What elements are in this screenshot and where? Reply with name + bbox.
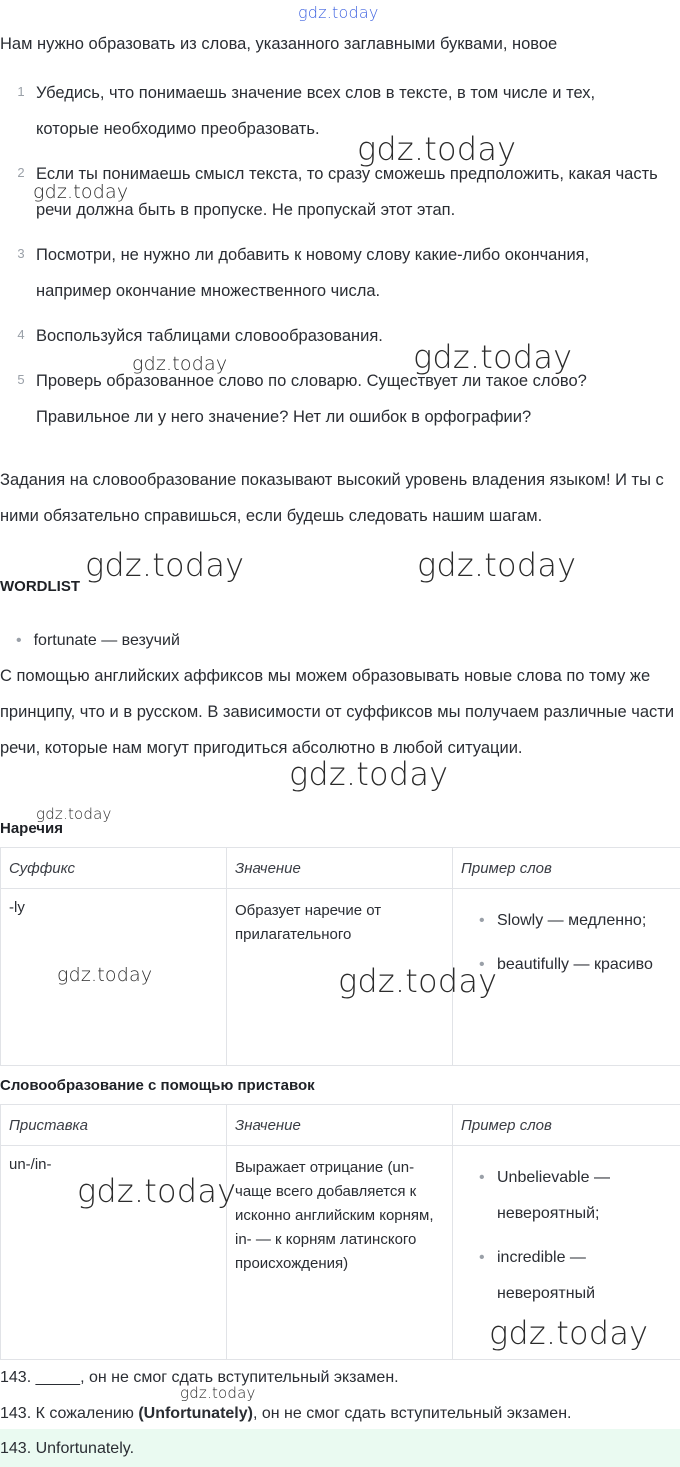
affix-text: С помощью английских аффиксов мы можем образовывать новые слова по тому же принципу, что и в русском. В зависимости от суффиксов мы получаем различные части речи, которые нам могут пригодиться абсолютно в любой ситуации. xyxy=(0,667,675,757)
column-header: Приставка xyxy=(1,1105,227,1146)
watermark: gdz.today xyxy=(180,1384,256,1402)
solution-text: , он не смог сдать вступительный экзамен. xyxy=(252,1405,572,1422)
example-item: • incredible — невероятный xyxy=(497,1240,672,1312)
watermark: gdz.today xyxy=(36,805,112,823)
step-number: 1 xyxy=(17,84,25,99)
step-number: 3 xyxy=(17,246,25,261)
watermark: gdz.today xyxy=(57,964,153,986)
watermark: gdz.today xyxy=(77,1172,237,1210)
column-header: Значение xyxy=(227,848,453,889)
watermark: gdz.today xyxy=(417,546,577,584)
bullet-icon: • xyxy=(16,632,22,649)
adverbs-table xyxy=(0,847,680,1066)
step-text: Если ты понимаешь смысл текста, то сразу сможешь предположить, какая часть речи должна быть в пропуске. Не пропускай этот этап. xyxy=(36,165,658,219)
watermark-top: gdz.today xyxy=(298,3,379,22)
table-header-row xyxy=(1,1105,680,1146)
step-number: 2 xyxy=(17,165,25,180)
column-header: Суффикс xyxy=(1,848,227,889)
meaning-cell: Выражает отрицание (un- чаще всего добавляется к исконно английским корням, in- — к корням латинского происхождения) xyxy=(227,1146,453,1360)
watermark: gdz.today xyxy=(85,546,245,584)
step-number: 4 xyxy=(17,327,25,342)
example-item: • beautifully — красиво xyxy=(497,947,672,983)
watermark: gdz.today xyxy=(357,130,517,168)
wordlist-title: WORDLIST xyxy=(0,578,80,595)
affix-cell: un-/in- xyxy=(1,1146,227,1360)
step-text: Проверь образованное слово по словарю. Существует ли такое слово? Правильное ли у него значение? Нет ли ошибок в орфографии? xyxy=(36,372,587,426)
watermark: gdz.today xyxy=(289,755,449,793)
exercise-solution xyxy=(0,1402,571,1426)
wordlist-item-text: fortunate — везучий xyxy=(33,632,180,649)
solution-text: 143. К сожалению xyxy=(0,1405,139,1422)
step-text: Воспользуйся таблицами словообразования. xyxy=(36,327,383,345)
watermark: gdz.today xyxy=(338,962,498,1000)
watermark: gdz.today xyxy=(489,1314,649,1352)
exercise-task: 143. _____, он не смог сдать вступительный экзамен. xyxy=(0,1369,399,1386)
meaning-cell: Образует наречие от прилагательного xyxy=(227,889,453,1066)
wordlist-item xyxy=(16,623,180,659)
column-header: Пример слов xyxy=(453,848,680,889)
watermark: gdz.today xyxy=(33,181,129,203)
prefixes-title: Словообразование с помощью приставок xyxy=(0,1077,315,1094)
watermark: gdz.today xyxy=(413,338,573,376)
example-item: • Slowly — медленно; xyxy=(497,903,672,939)
solution-answer-word: (Unfortunately) xyxy=(138,1405,253,1422)
example-item: • Unbelievable — невероятный; xyxy=(497,1160,672,1232)
column-header: Значение xyxy=(227,1105,453,1146)
intro-text: Нам нужно образовать из слова, указанного заглавными буквами, новое xyxy=(0,35,558,53)
watermark: gdz.today xyxy=(132,353,228,375)
step-text: Посмотри, не нужно ли добавить к новому слову какие-либо окончания, например окончание множественного числа. xyxy=(36,246,590,300)
table-header-row xyxy=(1,848,680,889)
step-number: 5 xyxy=(17,372,25,387)
column-header: Пример слов xyxy=(453,1105,680,1146)
exercise-answer: 143. Unfortunately. xyxy=(0,1440,135,1457)
encourage-text: Задания на словообразование показывают высокий уровень владения языком! И ты с ними обязательно справишься, если будешь следовать нашим шагам. xyxy=(0,471,664,525)
affix-cell: -ly xyxy=(1,889,227,1066)
step-text: Убедись, что понимаешь значение всех слов в тексте, в том числе и тех, которые необходимо преобразовать. xyxy=(36,84,596,138)
adverbs-title: Наречия xyxy=(0,820,63,837)
